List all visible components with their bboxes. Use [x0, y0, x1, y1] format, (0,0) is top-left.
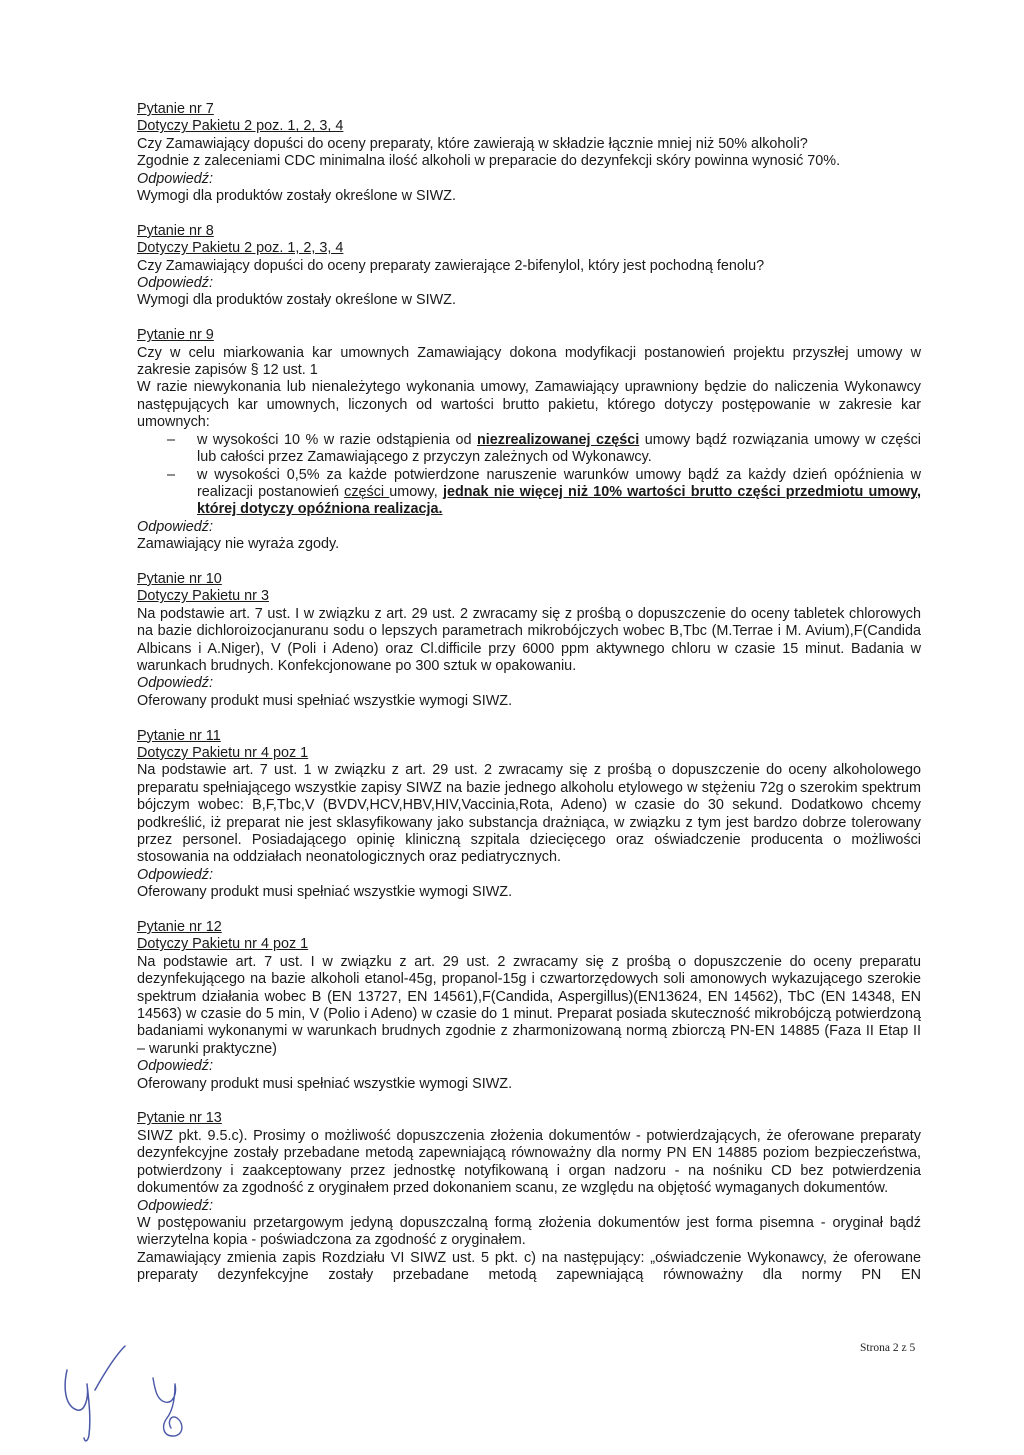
- penalty-list: [137, 432, 921, 519]
- answer-text: Zamawiający nie wyraża zgody.: [137, 536, 340, 553]
- question-13: [137, 1110, 921, 1284]
- question-text: W razie niewykonania lub nienależytego wykonania umowy, Zamawiający uprawniony będzie do naliczenia Wykonawcy następujących kar umownych, liczonych od wartości brutto pakietu, którego dotyczy postępowanie w zakresie kar umownych:: [137, 379, 921, 431]
- question-text: Na podstawie art. 7 ust. 1 w związku z art. 29 ust. 2 zwracamy się z prośbą o dopuszczenie do oceny alkoholowego preparatu spełniającego wszystkie zapisy SIWZ na bazie jednego alkoholu etylowego w stężeniu 72g o szerokim spektrum bójczym wobec: B,F,Tbc,V (BVDV,HCV,HBV,HIV,Vaccinia,Rota, Adeno) w czasie do 30 sekund. Dodatkowo chcemy podkreślić, iż preparat nie jest sklasyfikowany jako substancja drażniąca, w związku z tym jest bardzo dobrze tolerowany przez personel. Posiadającego opinię kliniczną szpitala dziecięcego oraz oświadczenie producenta o możliwości stosowania na oddziałach neonatologicznych oraz pediatrycznych.: [137, 762, 921, 866]
- answer-label: Odpowiedź:: [137, 170, 213, 187]
- page-number: Strona 2 z 5: [860, 1342, 916, 1354]
- question-text: SIWZ pkt. 9.5.c). Prosimy o możliwość dopuszczenia złożenia dokumentów - potwierdzających, że oferowane preparaty dezynfekcyjne zostały przebadane metodą zapewniającą równoważny dla normy PN EN 14885 poziom bezpieczeństwa, potwierdzony i zaakceptowany przez jednostkę notyfikowaną i organ nadzoru - na nośniku CD bez potwierdzenia dokumentów za zgodność z oryginałem przed dokonaniem scanu, ze względu na objętość wymaganych dokumentów.: [137, 1127, 921, 1197]
- question-text: Czy w celu miarkowania kar umownych Zamawiający dokona modyfikacji postanowień projektu przyszłej umowy w zakresie zapisów § 12 ust. 1: [137, 344, 921, 379]
- dash-bullet: –: [167, 466, 176, 483]
- question-12: [137, 919, 921, 1093]
- emphasis-text: niezrealizowanej części: [476, 431, 640, 448]
- list-item: [137, 467, 921, 519]
- question-title: Pytanie nr 11: [137, 727, 221, 744]
- answer-text: Oferowany produkt musi spełniać wszystkie wymogi SIWZ.: [137, 884, 513, 901]
- question-subtitle: Dotyczy Pakietu nr 4 poz 1: [137, 936, 309, 953]
- emphasis-text: jednak nie więcej niż 10% wartości brutto części przedmiotu umowy, której dotyczy opóźniona realizacja.: [197, 483, 921, 518]
- answer-text: Zamawiający zmienia zapis Rozdziału VI SIWZ ust. 5 pkt. c) na następujący: „oświadczenie Wykonawcy, że oferowane preparaty dezynfekcyjne zostały przebadane metodą zapewniającą równoważny dla normy PN EN: [137, 1249, 921, 1284]
- answer-label: Odpowiedź:: [137, 1197, 213, 1214]
- answer-label: Odpowiedź:: [137, 1058, 213, 1075]
- question-title: Pytanie nr 12: [137, 919, 222, 936]
- list-item-text: umowy,: [389, 483, 443, 500]
- question-title: Pytanie nr 13: [137, 1110, 222, 1127]
- question-9: [137, 327, 921, 553]
- question-title: Pytanie nr 9: [137, 327, 214, 344]
- answer-label: Odpowiedź:: [137, 866, 213, 883]
- question-subtitle: Dotyczy Pakietu nr 3: [137, 588, 269, 605]
- question-title: Pytanie nr 10: [137, 570, 222, 587]
- question-subtitle: Dotyczy Pakietu 2 poz. 1, 2, 3, 4: [137, 118, 344, 135]
- answer-text: Oferowany produkt musi spełniać wszystkie wymogi SIWZ.: [137, 1075, 513, 1092]
- handwritten-initials: [145, 1370, 195, 1445]
- question-text: Czy Zamawiający dopuści do oceny preparaty, które zawierają w składzie łącznie mniej niż 50% alkoholi?: [137, 135, 808, 152]
- question-subtitle: Dotyczy Pakietu nr 4 poz 1: [137, 744, 309, 761]
- question-10: [137, 571, 921, 710]
- list-item-text: w wysokości 0,5% za każde potwierdzone naruszenie warunków umowy bądź za każdy dzień opóźnienia w realizacji postanowień: [197, 466, 921, 500]
- document-body: [137, 101, 921, 1302]
- question-8: [137, 223, 921, 310]
- handwritten-signature: [55, 1340, 135, 1445]
- question-subtitle: Dotyczy Pakietu 2 poz. 1, 2, 3, 4: [137, 240, 344, 257]
- answer-text: Wymogi dla produktów zostały określone w SIWZ.: [137, 292, 456, 309]
- question-11: [137, 728, 921, 902]
- question-text: Czy Zamawiający dopuści do oceny preparaty zawierające 2-bifenylol, który jest pochodną fenolu?: [137, 257, 765, 274]
- question-7: [137, 101, 921, 205]
- dash-bullet: –: [167, 431, 176, 448]
- list-item-text: w wysokości 10 % w razie odstąpienia od: [197, 431, 477, 448]
- question-text: Zgodnie z zaleceniami CDC minimalna ilość alkoholi w preparacie do dezynfekcji skóry powinna wynosić 70%.: [137, 153, 841, 170]
- question-text: Na podstawie art. 7 ust. I w związku z art. 29 ust. 2 zwracamy się z prośbą o dopuszczenie do oceny preparatu dezynfekującego na bazie alkoholi etanol-45g, propanol-15g i czwartorzędowych soli amonowych wykazującego szerokie spektrum działania wobec B (EN 13727, EN 14561),F(Candida, Aspergillus)(EN13624, EN 14562), TbC (EN 14348, EN 14563) w czasie do 5 min, V (Polio i Adeno) w czasie do 1 minut. Preparat posiada skuteczność mikrobójczą potwierdzoną badaniami wykonanymi w warunkach brudnych zgodnie z zharmonizowaną normą zbiorczą PN-EN 14885 (Faza II Etap II – warunki praktyczne): [137, 953, 921, 1057]
- answer-text: Oferowany produkt musi spełniać wszystkie wymogi SIWZ.: [137, 692, 513, 709]
- answer-label: Odpowiedź:: [137, 675, 213, 692]
- answer-text: Wymogi dla produktów zostały określone w SIWZ.: [137, 188, 456, 205]
- answer-label: Odpowiedź:: [137, 518, 213, 535]
- list-item: [137, 432, 921, 467]
- underlined-text: części: [344, 483, 390, 500]
- question-text: Na podstawie art. 7 ust. I w związku z art. 29 ust. 2 zwracamy się z prośbą o dopuszczenie do oceny tabletek chlorowych na bazie dichloroizocjanuranu sodu o lepszych parametrach mikrobójczych wobec B,Tbc (M.Terrae i M. Avium),F(Candida Albicans i A.Niger), V (Poli i Adeno) oraz Cl.difficile przy 6000 ppm aktywnego chloru w czasie 15 minut. Badania w warunkach brudnych. Konfekcjonowane po 300 sztuk w opakowaniu.: [137, 605, 921, 674]
- question-title: Pytanie nr 7: [137, 101, 214, 117]
- answer-label: Odpowiedź:: [137, 275, 213, 292]
- list-item-text: umowy bądź rozwiązania umowy w części lub całości przez Zamawiającego z przyczyn zależnych od Wykonawcy.: [197, 431, 921, 466]
- question-title: Pytanie nr 8: [137, 222, 214, 239]
- answer-text: W postępowaniu przetargowym jedyną dopuszczalną formą złożenia dokumentów jest forma pisemna - oryginał bądź wierzytelna kopia - poświadczona za zgodność z oryginałem.: [137, 1214, 921, 1249]
